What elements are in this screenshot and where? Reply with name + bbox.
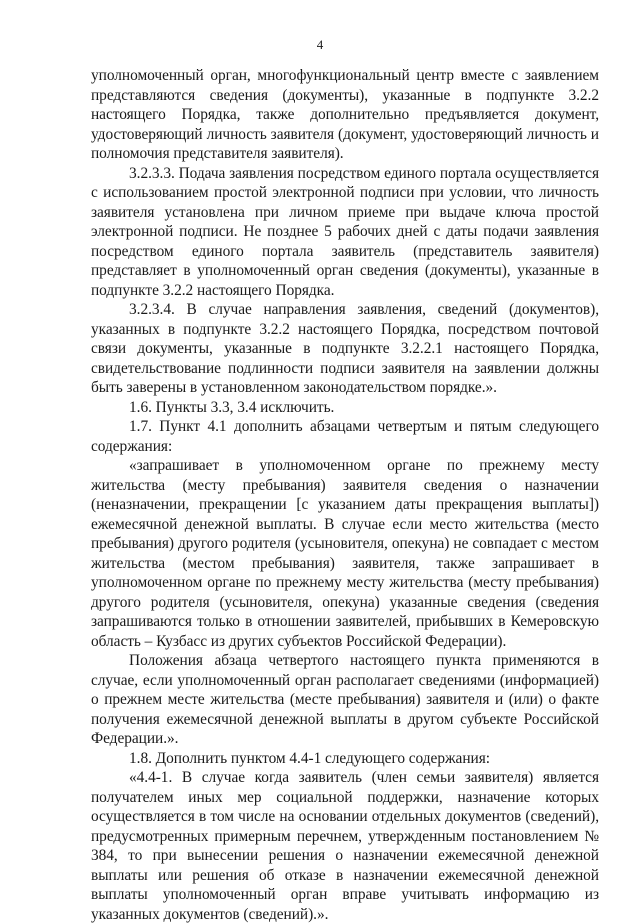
paragraph: 1.6. Пункты 3.3, 3.4 исключить. bbox=[129, 398, 335, 416]
paragraph: 1.8. Дополнить пунктом 4.4-1 следующего содержания: bbox=[129, 749, 490, 767]
paragraph: Положения абзаца четвертого настоящего пункта применяются в случае, если уполномоченный орган располагает сведениями (информацией) о прежнем месте жительства (месте пребывания) заявителя и (или) о факте получения ежемесячной денежной выплаты в другом субъекте Российской Федерации.». bbox=[91, 652, 599, 747]
paragraph: 3.2.3.4. В случае направления заявления, сведений (документов), указанных в подпункте 3.2.2 настоящего Порядка, посредством почтовой связи документы, указанные в подпункте 3.2.2.1 настоящего Порядка, свидетельствование подлинности подписи заявителя на заявлении должны быть заверены в установленном законодательством порядке.». bbox=[91, 301, 599, 396]
paragraph: уполномоченный орган, многофункциональный центр вместе с заявлением представляются сведения (документы), указанные в подпункте 3.2.2 настоящего Порядка, также дополнительно предъявляется документ, удостоверяющий личность заявителя (документ, удостоверяющий личность и полномочия представителя заявителя). bbox=[91, 67, 599, 162]
paragraph: 1.7. Пункт 4.1 дополнить абзацами четвертым и пятым следующего содержания: bbox=[91, 418, 599, 455]
page-number: 4 bbox=[316, 37, 324, 52]
document-body bbox=[91, 66, 599, 924]
paragraph: «запрашивает в уполномоченном органе по прежнему месту жительства (месту пребывания) заявителя сведения о назначении (неназначении, прекращении [с указанием даты прекращения выплаты]) ежемесячной денежной выплаты. В случае если место жительства (место пребывания) другого родителя (усыновителя, опекуна) не совпадает с местом жительства (местом пребывания) заявителя, также запрашивает в уполномоченном органе по прежнему месту жительства (месту пребывания) другого родителя (усыновителя, опекуна) указанные сведения (сведения запрашиваются только в отношении заявителей, прибывших в Кемеровскую область – Кузбасс из других субъектов Российской Федерации). bbox=[91, 457, 599, 650]
paragraph: 3.2.3.3. Подача заявления посредством единого портала осуществляется с использованием простой электронной подписи при условии, что личность заявителя установлена при личном приеме при выдаче ключа простой электронной подписи. Не позднее 5 рабочих дней с даты подачи заявления посредством единого портала заявитель (представитель заявителя) представляет в уполномоченный орган сведения (документы), указанные в подпункте 3.2.2 настоящего Порядка. bbox=[91, 164, 599, 299]
paragraph: «4.4-1. В случае когда заявитель (член семьи заявителя) является получателем иных мер социальной поддержки, назначение которых осуществляется в том числе на основании отдельных документов (сведений), предусмотренных примерным перечнем, утвержденным постановлением № 384, то при вынесении решения о назначении ежемесячной денежной выплаты или решения об отказе в назначении ежемесячной денежной выплаты уполномоченный орган вправе учитывать информацию из указанных документов (сведений).». bbox=[91, 769, 599, 923]
